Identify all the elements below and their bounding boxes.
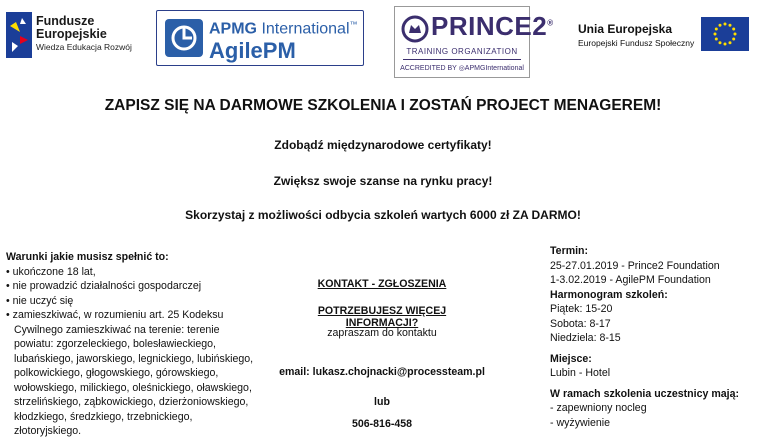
prince2-accredited: ACCREDITED BY ◎APMGInternational: [400, 65, 524, 72]
ue-line1: Unia Europejska: [578, 22, 673, 36]
tagline-certificates: Zdobądź międzynarodowe certyfikaty!: [274, 138, 492, 152]
condition-continuation: złotoryjskiego.: [14, 425, 82, 437]
term-label: Termin:: [550, 245, 589, 257]
prince2-subtitle: TRAINING ORGANIZATION: [406, 47, 518, 56]
contact-title: KONTAKT - ZGŁOSZENIA: [317, 278, 447, 290]
fe-star-icon: [6, 12, 32, 58]
fe-line3: Wiedza Edukacja Rozwój: [36, 42, 132, 52]
ue-line2: Europejski Fundusz Społeczny: [578, 38, 695, 48]
condition-item: • zamieszkiwać, w rozumieniu art. 25 Kodeksu: [6, 309, 224, 321]
schedule-section: [550, 244, 766, 430]
harmonogram-line: Piątek: 15-20: [550, 303, 613, 315]
condition-item: • nie uczyć się: [6, 294, 74, 307]
harmonogram-label: Harmonogram szkoleń:: [550, 288, 668, 301]
conditions-title: Warunki jakie musisz spełnić to:: [6, 251, 169, 263]
condition-item: • nie prowadzić działalności gospodarczej: [6, 280, 202, 292]
contact-email-link[interactable]: email: lukasz.chojnacki@processteam.pl: [279, 366, 485, 378]
term-line: 1-3.02.2019 - AgilePM Foundation: [550, 274, 711, 286]
prince2-reg: ®: [547, 18, 554, 28]
apmg-international: International: [257, 20, 350, 38]
condition-continuation: wołowskiego, milickiego, oleśnickiego, oławskiego,: [14, 381, 252, 394]
place-value: Lubin - Hotel: [550, 367, 611, 379]
condition-continuation: lubańskiego, jaworskiego, legnickiego, lubińskiego,: [14, 352, 254, 365]
apmg-agilepm-logo: [156, 10, 364, 66]
condition-continuation: polkowickiego, głogowskiego, górowskiego,: [14, 367, 219, 379]
place-label: Miejsce:: [550, 352, 592, 365]
contact-phone-link[interactable]: 506-816-458: [351, 418, 413, 430]
fe-line1: Fundusze: [36, 14, 95, 28]
tagline-job-market: Zwiększ swoje szanse na rynku pracy!: [273, 174, 493, 188]
prince2-title: PRINCE2: [431, 11, 548, 41]
agilepm-text: AgilePM: [209, 38, 296, 63]
agilepm-icon: [165, 19, 203, 57]
contact-question: POTRZEBUJESZ WIĘCEJ INFORMACJI?: [317, 305, 447, 329]
conditions-section: [6, 250, 296, 439]
benefit-item: - zapewniony nocleg: [550, 402, 647, 414]
benefit-item: - wyżywienie: [550, 416, 611, 429]
harmonogram-line: Niedziela: 8-15: [550, 332, 621, 344]
condition-continuation: kłodzkiego, średzkiego, trzebnickiego,: [14, 410, 193, 423]
condition-continuation: powiatu: zgorzeleckiego, bolesławieckiego,: [14, 338, 216, 350]
harmonogram-line: Sobota: 8-17: [550, 317, 611, 330]
apmg-brand: APMG: [209, 20, 257, 38]
benefits-label: W ramach szkolenia uczestnicy mają:: [550, 387, 739, 400]
prince2-crown-icon: [401, 15, 429, 43]
apmg-tm: ™: [349, 20, 358, 29]
tagline-free-training: Skorzystaj z możliwości odbycia szkoleń wartych 6000 zł ZA DARMO!: [185, 208, 581, 222]
condition-continuation: Cywilnego zamieszkiwać na terenie: terenie: [14, 323, 220, 336]
prince2-divider: [403, 59, 521, 60]
main-heading: ZAPISZ SIĘ NA DARMOWE SZKOLENIA I ZOSTAŃ PROJECT MENAGEREM!: [104, 97, 662, 114]
fundusze-europejskie-logo: [6, 12, 136, 60]
condition-item: • ukończone 18 lat,: [6, 265, 96, 278]
fe-line2: Europejskie: [36, 27, 107, 41]
term-line: 25-27.01.2019 - Prince2 Foundation: [550, 259, 720, 272]
condition-continuation: strzelińskiego, ząbkowickiego, dzierżoniowskiego,: [14, 396, 249, 408]
contact-or: lub: [374, 396, 390, 408]
prince2-logo: [394, 6, 554, 78]
eu-flag-icon: [701, 17, 749, 51]
contact-invite: zapraszam do kontaktu: [327, 327, 437, 339]
